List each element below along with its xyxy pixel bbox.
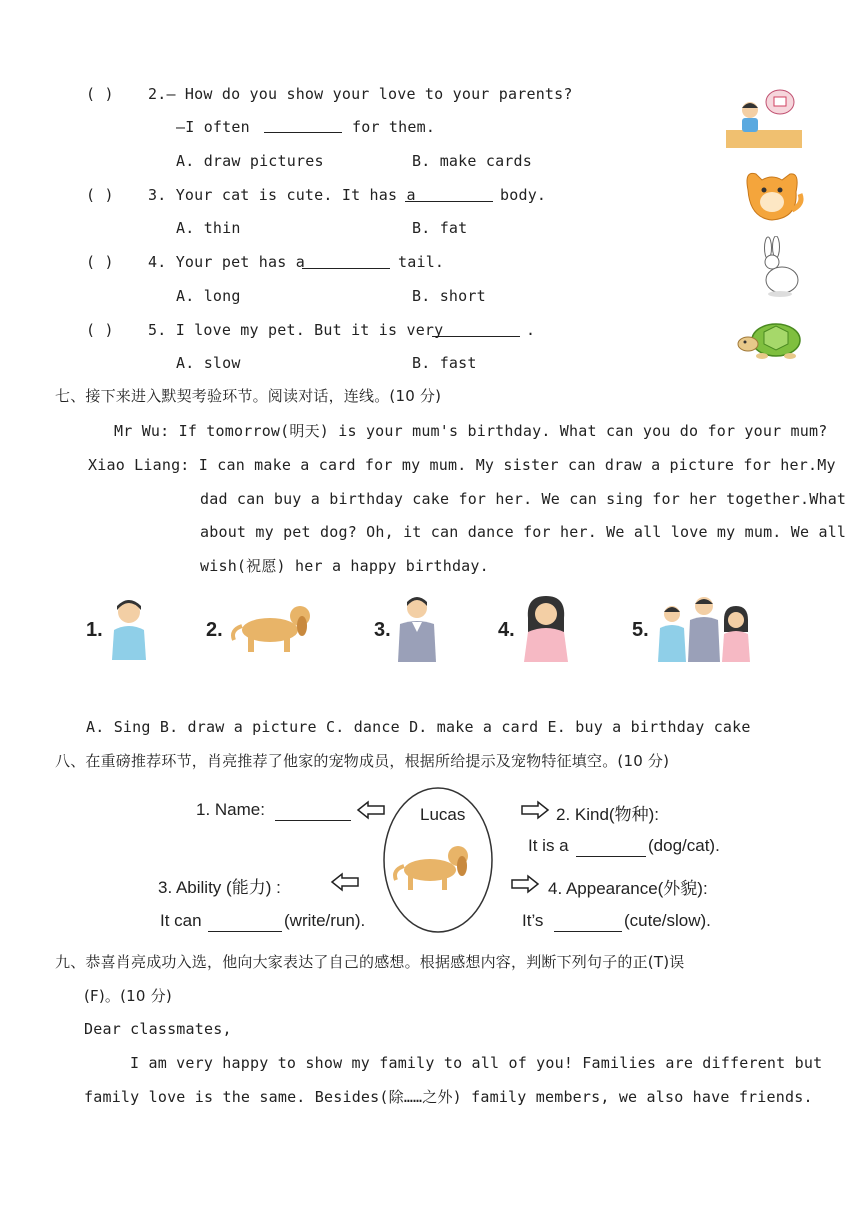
question-stem: 4. Your pet has a <box>148 253 305 271</box>
kind-sentence-start: It is a <box>528 836 569 855</box>
answer-paren[interactable]: ( ) <box>86 321 114 339</box>
question-stem-end: . <box>526 321 536 339</box>
option-a: A. long <box>176 287 241 305</box>
name-blank[interactable] <box>275 806 351 821</box>
dialogue-line: about my pet dog? Oh, it can dance for her. We all love my mum. We all <box>200 523 847 541</box>
turtle-icon <box>736 316 806 362</box>
boy-icon[interactable] <box>104 594 154 664</box>
question-stem-end: tail. <box>398 253 445 271</box>
kind-blank[interactable] <box>576 842 646 857</box>
section-heading: 七、接下来进入默契考验环节。阅读对话，连线。(10 分) <box>55 387 442 405</box>
appearance-sentence-start: It’s <box>522 911 544 930</box>
dog-icon[interactable] <box>228 600 318 656</box>
dialogue-line: dad can buy a birthday cake for her. We can sing for her together.What <box>200 490 847 508</box>
boy-writing-icon <box>724 84 804 150</box>
kind-label: 2. Kind(物种): <box>556 805 659 824</box>
dialogue-line: Xiao Liang: I can make a card for my mum. My sister can draw a picture for her.My <box>88 456 836 474</box>
name-label: 1. Name: <box>196 800 265 819</box>
letter-paragraph: I am very happy to show my family to all of you! Families are different but <box>130 1054 823 1072</box>
question-stem: 3. Your cat is cute. It has a <box>148 186 416 204</box>
answer-blank <box>264 118 342 133</box>
pet-name: Lucas <box>420 805 466 824</box>
ability-label: 3. Ability (能力) : <box>158 878 281 897</box>
option-a: A. draw pictures <box>176 152 324 170</box>
section-heading: 八、在重磅推荐环节，肖亮推荐了他家的宠物成员，根据所给提示及宠物特征填空。(10 分) <box>55 752 670 770</box>
question-stem-end: body. <box>500 186 547 204</box>
question-stem-line2: —I often <box>176 118 250 136</box>
appearance-blank[interactable] <box>554 917 622 932</box>
answer-blank <box>302 254 390 269</box>
answer-blank <box>405 187 493 202</box>
rabbit-icon <box>752 236 804 300</box>
option-b: B. fat <box>412 219 468 237</box>
section-heading: 九、恭喜肖亮成功入选，他向大家表达了自己的感想。根据感想内容，判断下列句子的正(T)误 <box>55 953 685 971</box>
answer-blank <box>432 322 520 337</box>
man-icon[interactable] <box>392 592 442 664</box>
family-icon[interactable] <box>654 592 756 664</box>
ability-blank[interactable] <box>208 917 282 932</box>
picture-number: 5. <box>632 619 649 641</box>
option-a: A. slow <box>176 354 241 372</box>
section-heading-cont: (F)。(10 分) <box>84 987 172 1005</box>
option-b: B. make cards <box>412 152 532 170</box>
matching-options: A. Sing B. draw a picture C. dance D. make a card E. buy a birthday cake <box>86 718 751 736</box>
picture-number: 3. <box>374 619 391 641</box>
girl-icon[interactable] <box>518 592 574 664</box>
letter-paragraph: family love is the same. Besides(除……之外) family members, we also have friends. <box>84 1088 813 1106</box>
arrow-right-icon <box>520 800 550 820</box>
option-a: A. thin <box>176 219 241 237</box>
answer-paren[interactable]: ( ) <box>86 85 114 103</box>
appearance-sentence-end: (cute/slow). <box>624 911 711 930</box>
question-stem-line2-end: for them. <box>352 118 436 136</box>
letter-salutation: Dear classmates, <box>84 1020 232 1038</box>
answer-paren[interactable]: ( ) <box>86 186 114 204</box>
arrow-left-icon <box>330 872 360 892</box>
question-stem: 2.— How do you show your love to your parents? <box>148 85 573 103</box>
ability-sentence-start: It can <box>160 911 202 930</box>
dialogue-line: Mr Wu: If tomorrow(明天) is your mum's birthday. What can you do for your mum? <box>114 422 828 440</box>
appearance-label: 4. Appearance(外貌): <box>548 879 708 898</box>
arrow-right-icon <box>510 874 540 894</box>
picture-number: 2. <box>206 619 223 641</box>
picture-number: 4. <box>498 619 515 641</box>
kind-sentence-end: (dog/cat). <box>648 836 720 855</box>
dialogue-line: wish(祝愿) her a happy birthday. <box>200 557 489 575</box>
ability-sentence-end: (write/run). <box>284 911 366 930</box>
orange-cat-icon <box>740 160 804 224</box>
answer-paren[interactable]: ( ) <box>86 253 114 271</box>
picture-number: 1. <box>86 619 103 641</box>
option-b: B. short <box>412 287 486 305</box>
question-stem: 5. I love my pet. But it is very <box>148 321 444 339</box>
option-b: B. fast <box>412 354 477 372</box>
